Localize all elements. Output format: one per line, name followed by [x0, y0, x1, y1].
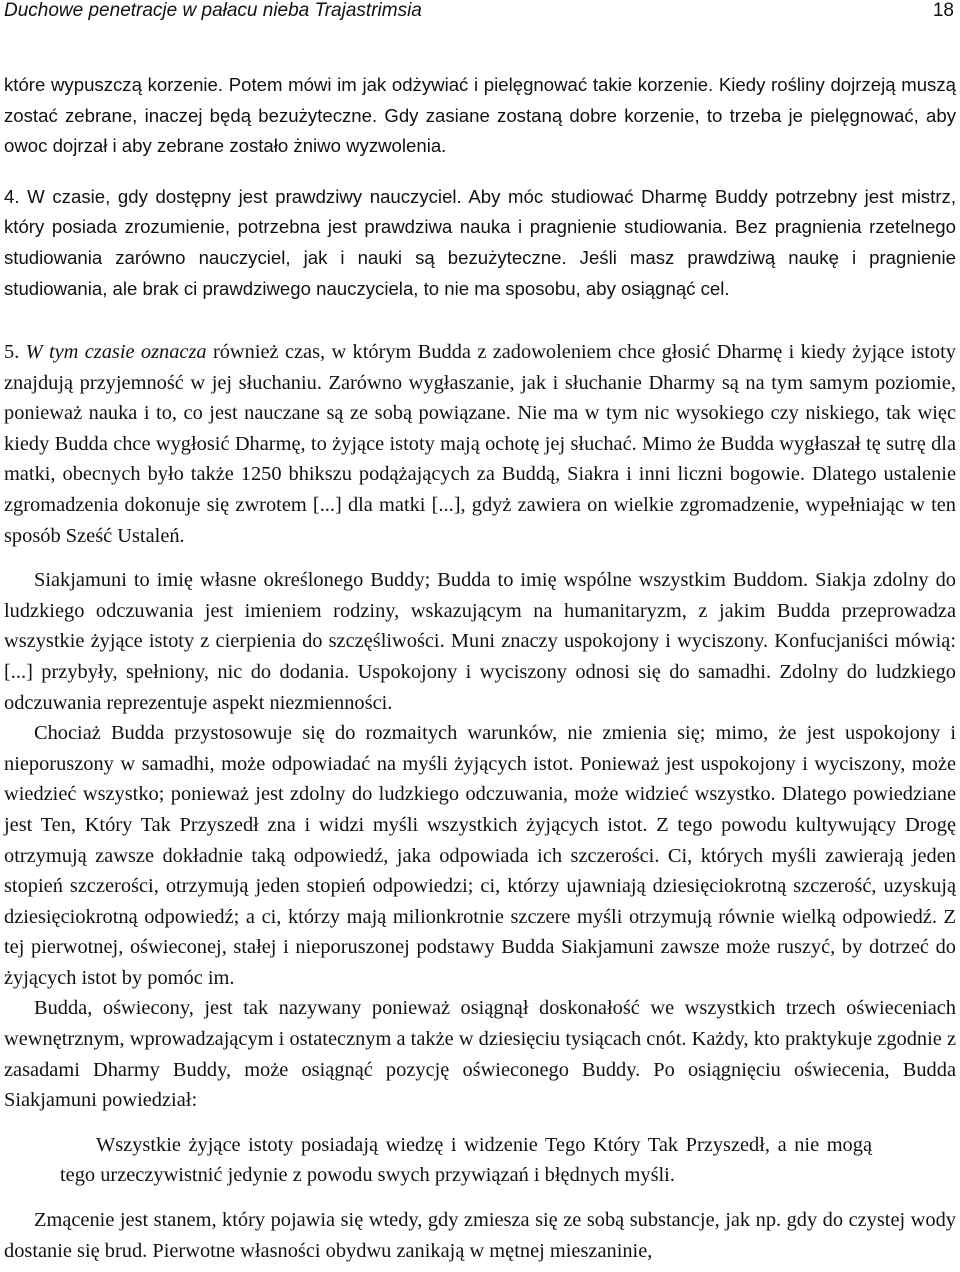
sans-section [4, 70, 956, 304]
paragraph-3-number: 5. [4, 341, 20, 363]
paragraph-1: które wypuszczą korzenie. Potem mówi im jak odżywiać i pielęgnować takie korzenie. Kiedy rośliny dojrzeją muszą zostać zebrane, inaczej będą bezużyteczne. Gdy zasiane zostaną dobre korzenie, to trzeba je pielęgnować, aby owoc dojrzał i aby zebrane zostało żniwo wyzwolenia. [4, 74, 956, 157]
paragraph-gap [4, 162, 956, 182]
paragraph-3-rest: również czas, w którym Budda z zadowoleniem chce głosić Dharmę i kiedy żyjące istoty znajdują przyjemność w jej słuchaniu. Zarówno wygłaszanie, jak i słuchanie Dharmy są na tym samym poziomie, ponieważ nauka i to, co jest nauczane są ze sobą powiązane. Nie ma w tym nic wysokiego czy niskiego, tak więc kiedy Budda chce wygłosić Dharmę, to żyjące istoty mają ochotę jej słuchać. Mimo że Budda wygłaszał tę sutrę dla matki, obecnych było także 1250 bhikszu podążających za Buddą, Siakra i inni liczni bogowie. Dlatego ustalenie zgromadzenia dokonuje się zwrotem [...] dla matki [...], gdyż zawiera on wielkie zgromadzenie, wypełniając w ten sposób Sześć Ustaleń. [4, 341, 956, 547]
paragraph-7: Zmącenie jest stanem, który pojawia się wtedy, gdy zmiesza się ze sobą substancje, jak np. gdy do czystej wody dostanie się brud. Pierwotne własności obydwu zanikają w mętnej mieszaninie, [4, 1209, 956, 1262]
paragraph-3 [4, 337, 956, 551]
paragraph-4: Siakjamuni to imię własne określonego Buddy; Budda to imię wspólne wszystkim Buddom. Siakja zdolny do ludzkiego odczuwania jest imieniem rodziny, wskazującym na humanitaryzm, z jakim Budda przeprowadza wszystkie żyjące istoty z cierpienia do szczęśliwości. Muni znaczy uspokojony i wyciszony. Konfucjaniści mówią: [...] przybyły, spełniony, nic do dodania. Uspokojony i wyciszony odnosi się do samadhi. Zdolny do ludzkiego odczuwania reprezentuje aspekt niezmienności. [4, 569, 956, 714]
block-quote-text: Wszystkie żyjące istoty posiadają wiedzę i widzenie Tego Który Tak Przyszedł, a nie mogą tego urzeczywistnić jedynie z powodu swych przywiązań i błędnych myśli. [60, 1133, 872, 1187]
paragraph-5: Chociaż Budda przystosowuje się do rozmaitych warunków, nie zmienia się; mimo, że jest uspokojony i nieporuszony w samadhi, może odpowiadać na myśli żyjących istot. Ponieważ jest uspokojony i wyciszony, może wiedzieć wszystko; ponieważ jest zdolny do ludzkiego odczuwania, może widzieć wszystko. Dlatego powiedziane jest Ten, Który Tak Przyszedł zna i widzi myśli wszystkich żyjących istot. Z tego powodu kultywujący Drogę otrzymują zawsze dokładnie taką odpowiedź, jaka odpowiada ich szczerości. Ci, których myśli zawierają jeden stopień szczerości, otrzymują jeden stopień odpowiedzi; ci, którzy ujawniają dziesięciokrotną szczerość, uzyskują dziesięciokrotną odpowiedź; a ci, którzy mają milionkrotnie szczere myśli otrzymują równie wielką odpowiedź. Z tej pierwotnej, oświeconej, stałej i nieporuszonej podstawy Budda Siakjamuni zawsze może ruszyć, by dotrzeć do żyjących istot by pomóc im. [4, 722, 956, 989]
running-header [4, 0, 954, 26]
paragraph-2: 4. W czasie, gdy dostępny jest prawdziwy nauczyciel. Aby móc studiować Dharmę Buddy potrzebny jest mistrz, który posiada zrozumienie, potrzebna jest prawdziwa nauka i pragnienie studiowania. Bez pragnienia rzetelnego studiowania zarówno nauczyciel, jak i nauki są bezużyteczne. Jeśli masz prawdziwą naukę i pragnienie studiowania, ale brak ci prawdziwego nauczyciela, to nie ma sposobu, aby osiągnąć cel. [4, 185, 956, 299]
page-number: 18 [932, 0, 954, 21]
block-quote [4, 1130, 956, 1191]
paragraph-6: Budda, oświecony, jest tak nazywany ponieważ osiągnął doskonałość we wszystkich trzech oświeceniach wewnętrznym, wprowadzającym i ostatecznym a także w dziesięciu tysiącach cnót. Każdy, kto praktykuje zgodnie z zasadami Dharmy Buddy, może osiągnąć pozycję oświeconego Buddy. Po osiągnięciu oświecenia, Budda Siakjamuni powiedział: [4, 997, 956, 1112]
serif-section [4, 337, 956, 1266]
paragraph-3-italic: W tym czasie oznacza [25, 341, 207, 363]
header-title: Duchowe penetracje w pałacu nieba Trajastrimsia [4, 0, 422, 21]
